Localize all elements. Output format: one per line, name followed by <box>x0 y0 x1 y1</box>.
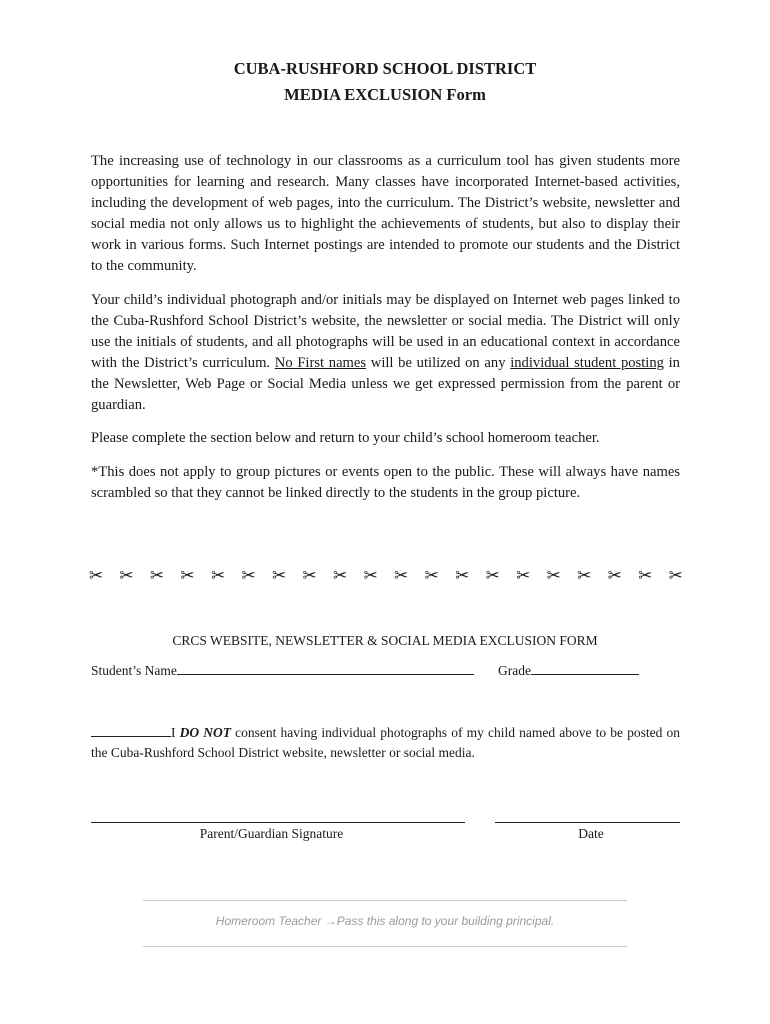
consent-i: I <box>171 725 180 740</box>
photo-policy-text-a: Your child’s individual photograph and/or initials may be displayed on Internet web pages linked to the Cuba-Rushford School District’s website, the newsletter or social media. The District will only use the initials of students, and all photographs will be used in an educational context in accordance with the District’s curriculum. <box>91 292 680 371</box>
signature-line[interactable] <box>91 822 465 823</box>
scissors-icon: ✂ <box>455 566 470 586</box>
student-name-label: Student’s Name <box>91 663 177 678</box>
scissors-icon: ✂ <box>363 566 378 586</box>
consent-statement <box>91 723 680 763</box>
scissors-icon: ✂ <box>607 566 622 586</box>
district-name-heading: CUBA-RUSHFORD SCHOOL DISTRICT <box>233 59 537 78</box>
form-title-heading: MEDIA EXCLUSION Form <box>284 85 486 104</box>
scissors-icon: ✂ <box>88 566 104 586</box>
consent-initials-blank[interactable] <box>91 723 171 737</box>
scissors-icon: ✂ <box>577 566 592 586</box>
photo-policy-text-b: will be utilized on any <box>366 355 511 371</box>
scissors-icon: ✂ <box>149 566 165 586</box>
group-pictures-note-paragraph: *This does not apply to group pictures or events open to the public. These will always have names scrambled so that they cannot be linked directly to the students in the group picture. <box>91 464 680 501</box>
photo-policy-paragraph <box>91 290 680 416</box>
scissors-icon: ✂ <box>302 566 317 586</box>
grade-label: Grade <box>498 663 531 678</box>
scissors-icon: ✂ <box>271 566 287 586</box>
consent-text: consent having individual photographs of my child named above to be posted on the Cuba-Rushford School District website, newsletter or social media. <box>91 725 680 760</box>
scissors-icon: ✂ <box>516 566 531 586</box>
scissors-icon: ✂ <box>333 566 348 586</box>
scissors-icon: ✂ <box>638 566 653 586</box>
scissors-icon: ✂ <box>394 566 409 586</box>
scissors-icon: ✂ <box>546 566 561 586</box>
student-name-field[interactable] <box>91 661 474 680</box>
date-line[interactable] <box>495 822 680 823</box>
scissors-icon: ✂ <box>241 566 256 586</box>
date-label: Date <box>578 826 604 841</box>
routing-note <box>0 914 770 928</box>
scissors-icon: ✂ <box>668 566 683 586</box>
grade-blank[interactable] <box>531 661 639 675</box>
scissors-icon: ✂ <box>424 566 439 586</box>
scissors-icon: ✂ <box>485 566 500 586</box>
scissors-icon: ✂ <box>210 566 226 586</box>
cut-line <box>86 566 686 586</box>
do-not-emphasis: DO NOT <box>179 725 232 740</box>
individual-posting-underlined: individual student posting <box>510 355 664 371</box>
grade-field[interactable] <box>498 661 639 680</box>
signature-label: Parent/Guardian Signature <box>199 826 344 841</box>
student-name-blank[interactable] <box>177 661 474 675</box>
scissors-icon: ✂ <box>119 566 134 586</box>
return-instructions-paragraph: Please complete the section below and return to your child’s school homeroom teacher. <box>91 430 600 446</box>
scissors-icon: ✂ <box>180 566 195 586</box>
arrow-right-icon: → <box>324 914 337 928</box>
routing-note-instruction: Pass this along to your building principal. <box>336 914 555 928</box>
no-first-names-underlined: No First names <box>274 355 367 371</box>
footer-bottom-rule <box>143 946 627 947</box>
exclusion-form-title: CRCS WEBSITE, NEWSLETTER & SOCIAL MEDIA EXCLUSION FORM <box>172 633 598 648</box>
footer-top-rule <box>143 900 627 901</box>
photo-policy-text-c: in the Newsletter, Web Page or Social Media unless we get expressed permission from the parent or guardian. <box>91 355 680 413</box>
intro-paragraph: The increasing use of technology in our classrooms as a curriculum tool has given students more opportunities for learning and research. Many classes have incorporated Internet-based activities, including the development of web pages, into the curriculum. The District’s website, newsletter and social media not only allows us to highlight the achievements of students, but also to display their work in various forms. Such Internet postings are intended to promote our students and the District to the community. <box>91 153 680 274</box>
routing-note-recipient: Homeroom Teacher <box>215 914 325 928</box>
